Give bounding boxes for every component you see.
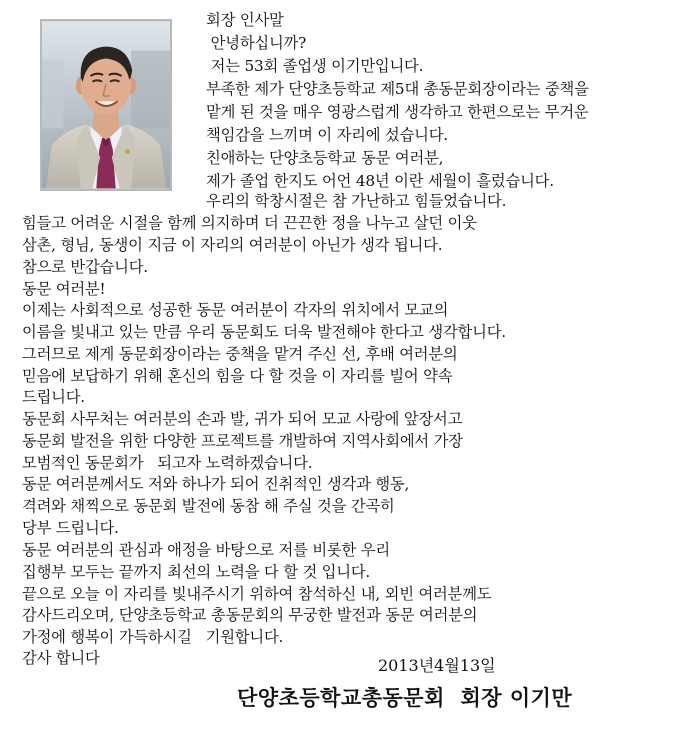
letter-line: 부족한 제가 단양초등학교 제5대 총동문회장이라는 중책을 (206, 80, 589, 98)
letter-line: 책임감을 느끼며 이 자리에 섰습니다. (206, 126, 448, 144)
letter-line: 드립니다. (22, 388, 85, 406)
letter-line: 힘들고 어려운 시절을 함께 의지하며 더 끈끈한 정을 나누고 살던 이웃 (22, 214, 477, 232)
letter-closing: 감사 합니다 (22, 649, 100, 667)
letter-line: 격려와 채찍으로 동문회 발전에 동참 해 주실 것을 간곡히 (22, 497, 395, 515)
letter-line: 제가 졸업 한지도 어언 48년 이란 세월이 흘렀습니다. (206, 172, 554, 190)
letter-line: 모범적인 동문회가 되고자 노력하겠습니다. (22, 454, 313, 472)
letter-line: 감사드리오며, 단양초등학교 총동문회의 무궁한 발전과 동문 여러분의 (22, 606, 478, 624)
letter-line: 동문 여러분께서도 저와 하나가 되어 진취적인 생각과 행동, (22, 475, 410, 493)
letter-line: 저는 53회 졸업생 이기만입니다. (206, 57, 424, 75)
letter-line: 끝으로 오늘 이 자리를 빛내주시기 위하여 참석하신 내, 외빈 여러분께도 (22, 585, 492, 603)
letter-line: 삼촌, 형님, 동생이 지금 이 자리의 여러분이 아닌가 생각 됩니다. (22, 236, 443, 254)
letter-line: 우리의 학창시절은 참 가난하고 힘들었습니다. (206, 192, 507, 210)
letter-heading: 회장 인사말 (206, 11, 284, 29)
letter-line: 안녕하십니까? (206, 34, 307, 52)
letter-line: 그러므로 제게 동문회장이라는 중책을 맡겨 주신 선, 후배 여러분의 (22, 345, 458, 363)
letter-line: 믿음에 보답하기 위해 혼신의 힘을 다 할 것을 이 자리를 빌어 약속 (22, 367, 453, 385)
letter-line: 맡게 된 것을 매우 영광스럽게 생각하고 한편으로는 무거운 (206, 103, 589, 121)
letter-line: 동문 여러분! (22, 280, 106, 298)
letter-line: 집행부 모두는 끝까지 최선의 노력을 다 할 것 입니다. (22, 563, 371, 581)
letter-line: 동문 여러분의 관심과 애정을 바탕으로 저를 비롯한 우리 (22, 541, 390, 559)
letter-line: 동문회 사무처는 여러분의 손과 발, 귀가 되어 모교 사랑에 앞장서고 (22, 410, 463, 428)
letter-date: 2013년4월13일 (378, 656, 496, 675)
letter-line: 친애하는 단양초등학교 동문 여러분, (206, 149, 444, 167)
letter-line: 가정에 행복이 가득하시길 기원합니다. (22, 628, 284, 646)
letter-line: 동문회 발전을 위한 다양한 프로젝트를 개발하여 지역사회에서 가장 (22, 432, 463, 450)
letter-line: 참으로 반갑습니다. (22, 258, 148, 276)
letter-line: 당부 드립니다. (22, 519, 119, 537)
letter-line: 이름을 빛내고 있는 만큼 우리 동문회도 더욱 발전해야 한다고 생각합니다. (22, 323, 506, 341)
letter-line: 이제는 사회적으로 성공한 동문 여러분이 각자의 위치에서 모교의 (22, 301, 449, 319)
portrait-photo (40, 19, 172, 191)
signature: 단양초등학교총동문회 회장 이기만 (237, 685, 573, 710)
